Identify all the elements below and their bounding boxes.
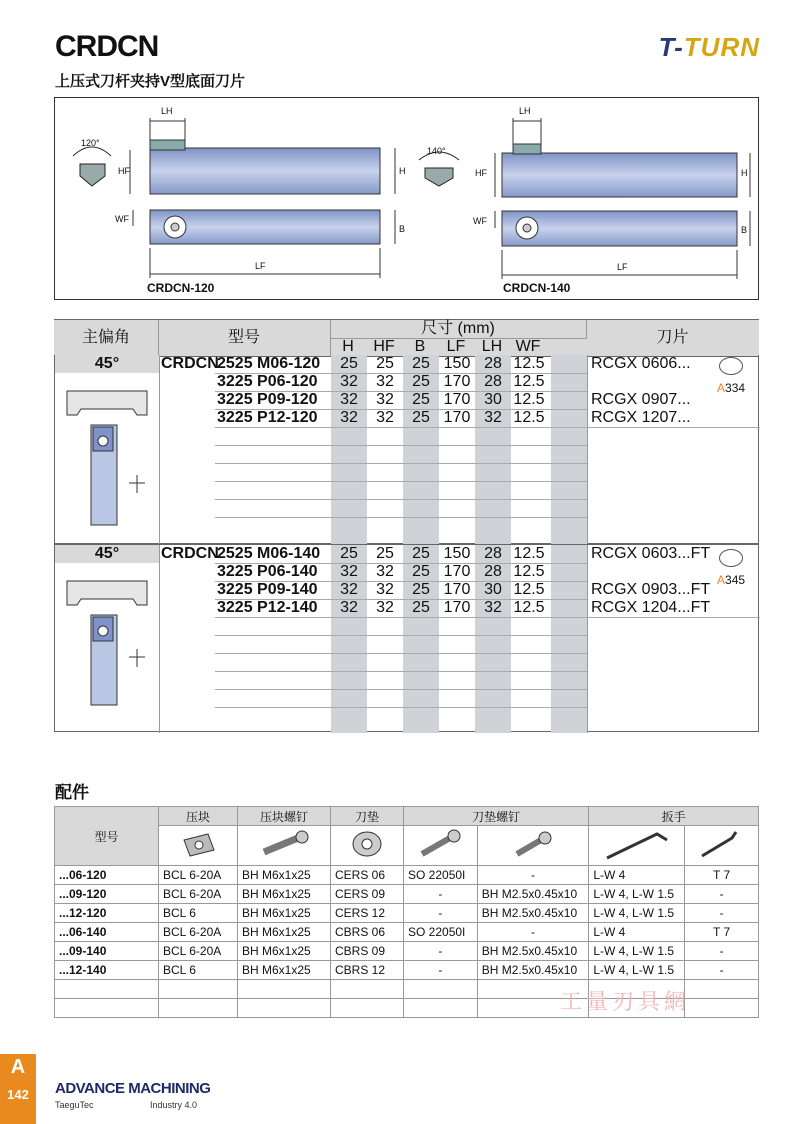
col-header-insert: 刀片 <box>656 329 689 346</box>
acc-clamp-screw: BH M6x1x25 <box>238 885 331 904</box>
col-header-model: 型号 <box>158 320 331 356</box>
dim-wf-120: WF <box>115 214 129 224</box>
acc-wrench-a: L-W 4, L-W 1.5 <box>589 904 685 923</box>
dim-wf: 12.5 <box>513 563 545 580</box>
dim-lf: 170 <box>443 373 471 390</box>
insert-cell: RCGX 0606... <box>591 355 691 372</box>
insert-cell: RCGX 0903...FT <box>591 581 711 598</box>
model-prefix-140: CRDCN <box>161 545 219 562</box>
angle-120-label: 120° <box>81 138 100 148</box>
torx-wrench-image-icon <box>685 826 759 866</box>
insert-reference-icon <box>719 357 743 375</box>
dim-wf: 12.5 <box>513 355 545 372</box>
acc-shim: CERS 09 <box>331 885 404 904</box>
dim-lf: 150 <box>443 545 471 562</box>
dim-b-120: B <box>399 224 406 234</box>
toolholder-120-illustration <box>63 383 153 533</box>
model-cell: 2525 M06-120 <box>217 355 321 372</box>
watermark-text: 工量刃具網 <box>560 989 691 1014</box>
acc-clamp: BCL 6 <box>159 904 238 923</box>
shim-image-icon <box>331 826 404 866</box>
acc-shim-screw-a: - <box>404 961 478 980</box>
angle-140-label: 140° <box>427 146 446 156</box>
dim-lh: 30 <box>484 581 502 598</box>
toolholder-140-illustration <box>63 573 153 723</box>
caption-crdcn-120: CRDCN-120 <box>147 281 215 295</box>
dim-lf: 170 <box>443 581 471 598</box>
dim-lf: 170 <box>443 563 471 580</box>
acc-wrench-b: - <box>685 961 759 980</box>
acc-wrench-a: L-W 4, L-W 1.5 <box>589 961 685 980</box>
acc-clamp: BCL 6 <box>159 961 238 980</box>
dim-hf: 32 <box>376 373 394 390</box>
acc-shim-screw-a: SO 22050I <box>404 923 478 942</box>
acc-clamp: BCL 6-20A <box>159 885 238 904</box>
dim-hf: 32 <box>376 391 394 408</box>
acc-wrench-b: - <box>685 904 759 923</box>
angle-cell-140: 45° <box>55 545 159 563</box>
acc-clamp-screw: BH M6x1x25 <box>238 866 331 885</box>
acc-shim: CERS 12 <box>331 904 404 923</box>
dim-header-hf: HF <box>373 338 395 355</box>
dim-b: 25 <box>412 545 430 562</box>
acc-clamp-screw: BH M6x1x25 <box>238 942 331 961</box>
dim-h: 32 <box>340 599 358 616</box>
dim-wf: 12.5 <box>513 409 545 426</box>
model-cell: 3225 P06-120 <box>217 373 318 390</box>
dim-lf-140: LF <box>617 262 628 272</box>
table-row <box>55 904 759 923</box>
acc-code: ...09-120 <box>55 885 159 904</box>
table-row <box>55 866 759 885</box>
acc-clamp: BCL 6-20A <box>159 923 238 942</box>
dim-lf-120: LF <box>255 261 266 271</box>
section-140 <box>54 544 759 732</box>
dim-hf: 32 <box>376 599 394 616</box>
clamp-image-icon <box>159 826 238 866</box>
section-120 <box>54 355 759 544</box>
hex-wrench-image-icon <box>589 826 685 866</box>
clamp-screw-image-icon <box>238 826 331 866</box>
acc-code: ...06-120 <box>55 866 159 885</box>
acc-shim-screw-b: BH M2.5x0.45x10 <box>477 904 589 923</box>
caption-crdcn-140: CRDCN-140 <box>503 281 571 295</box>
holder-140-side-view <box>502 153 737 197</box>
dim-b: 25 <box>412 355 430 372</box>
dim-h-140: H <box>741 168 748 178</box>
page-reference-link[interactable]: A334 <box>717 381 746 395</box>
dim-h: 32 <box>340 373 358 390</box>
dim-hf-140: HF <box>475 168 487 178</box>
table-row <box>55 885 759 904</box>
dim-lh: 28 <box>484 563 502 580</box>
dim-h: 32 <box>340 581 358 598</box>
acc-code: ...12-140 <box>55 961 159 980</box>
page-reference-link[interactable]: A345 <box>717 573 746 587</box>
insert-cell: RCGX 1204...FT <box>591 599 711 616</box>
model-cell: 2525 M06-140 <box>217 545 321 562</box>
insert-120-symbol <box>80 164 105 186</box>
dim-wf-140: WF <box>473 216 487 226</box>
acc-code: ...09-140 <box>55 942 159 961</box>
shim-screw-b-image-icon <box>477 826 589 866</box>
acc-wrench-b: - <box>685 942 759 961</box>
angle-cell-120: 45° <box>55 355 159 373</box>
acc-shim: CBRS 06 <box>331 923 404 942</box>
dim-col-headers <box>330 338 586 356</box>
acc-shim: CERS 06 <box>331 866 404 885</box>
table-row <box>55 923 759 942</box>
acc-shim-screw-b: - <box>477 923 589 942</box>
acc-code: ...12-120 <box>55 904 159 923</box>
shim-screw-a-image-icon <box>404 826 478 866</box>
dim-b: 25 <box>412 391 430 408</box>
acc-code: ...06-140 <box>55 923 159 942</box>
dim-lh: 28 <box>484 373 502 390</box>
acc-shim: CBRS 09 <box>331 942 404 961</box>
dim-lh: 28 <box>484 545 502 562</box>
acc-shim-screw-b: BH M2.5x0.45x10 <box>477 961 589 980</box>
dim-b: 25 <box>412 373 430 390</box>
footer-logo: ADVANCE MACHINING <box>55 1080 211 1097</box>
tool-drawing <box>55 98 758 299</box>
acc-header-shim: 刀垫 <box>331 807 404 826</box>
main-table-header <box>54 319 759 357</box>
acc-wrench-a: L-W 4 <box>589 923 685 942</box>
acc-shim-screw-a: - <box>404 942 478 961</box>
table-row <box>55 942 759 961</box>
acc-shim: CBRS 12 <box>331 961 404 980</box>
dim-hf: 25 <box>376 545 394 562</box>
dim-lf: 150 <box>443 355 471 372</box>
table-row <box>55 961 759 980</box>
dim-h: 32 <box>340 409 358 426</box>
dim-lh-120: LH <box>161 106 173 116</box>
acc-clamp-screw: BH M6x1x25 <box>238 961 331 980</box>
acc-clamp: BCL 6-20A <box>159 866 238 885</box>
dim-hf-120: HF <box>118 166 130 176</box>
page-tab <box>0 1054 36 1124</box>
col-header-dims: 尺寸 (mm) <box>330 320 587 339</box>
acc-header-wrench: 扳手 <box>589 807 759 826</box>
dim-b: 25 <box>412 581 430 598</box>
dim-h: 32 <box>340 391 358 408</box>
model-cell: 3225 P12-120 <box>217 409 318 426</box>
dim-lh: 32 <box>484 409 502 426</box>
tool-diagram <box>54 97 759 300</box>
dim-lf: 170 <box>443 599 471 616</box>
acc-shim-screw-b: BH M2.5x0.45x10 <box>477 942 589 961</box>
dim-h: 32 <box>340 563 358 580</box>
acc-shim-screw-a: - <box>404 904 478 923</box>
acc-header-clamp-screw: 压块螺钉 <box>238 807 331 826</box>
acc-clamp: BCL 6-20A <box>159 942 238 961</box>
acc-wrench-a: L-W 4, L-W 1.5 <box>589 942 685 961</box>
dim-b: 25 <box>412 563 430 580</box>
dim-wf: 12.5 <box>513 373 545 390</box>
model-cell: 3225 P09-120 <box>217 391 318 408</box>
dim-header-lh: LH <box>481 338 503 355</box>
dim-b: 25 <box>412 599 430 616</box>
footer-sub-left: TaeguTec <box>55 1100 94 1110</box>
acc-wrench-b: T 7 <box>685 923 759 942</box>
model-cell: 3225 P09-140 <box>217 581 318 598</box>
dim-hf: 32 <box>376 563 394 580</box>
page-number: 142 <box>7 1087 29 1102</box>
acc-shim-screw-b: BH M2.5x0.45x10 <box>477 885 589 904</box>
dim-header-lf: LF <box>446 338 466 355</box>
page-subtitle: 上压式刀杆夹持V型底面刀片 <box>55 73 246 90</box>
brand-logo-part2: TURN <box>683 32 760 62</box>
brand-logo <box>659 32 760 63</box>
acc-header-clamp: 压块 <box>159 807 238 826</box>
acc-shim-screw-a: - <box>404 885 478 904</box>
model-prefix-120: CRDCN <box>161 355 219 372</box>
dim-hf: 25 <box>376 355 394 372</box>
dim-lh: 32 <box>484 599 502 616</box>
dim-lf: 170 <box>443 409 471 426</box>
brand-logo-part1: T- <box>658 32 684 62</box>
dim-lh-140: LH <box>519 106 531 116</box>
insert-cell: RCGX 0603...FT <box>591 545 711 562</box>
page-title: CRDCN <box>55 30 159 63</box>
insert-140-symbol <box>425 168 453 186</box>
acc-clamp-screw: BH M6x1x25 <box>238 923 331 942</box>
acc-header-model: 型号 <box>55 807 159 866</box>
dim-header-h: H <box>342 338 354 355</box>
acc-wrench-b: T 7 <box>685 866 759 885</box>
acc-shim-screw-a: SO 22050I <box>404 866 478 885</box>
dim-hf: 32 <box>376 409 394 426</box>
dim-wf: 12.5 <box>513 581 545 598</box>
dim-h-120: H <box>399 166 406 176</box>
dim-header-b: B <box>414 338 426 355</box>
holder-120-side-view <box>150 148 380 194</box>
dim-b: 25 <box>412 409 430 426</box>
acc-wrench-b: - <box>685 885 759 904</box>
model-cell: 3225 P06-140 <box>217 563 318 580</box>
dim-lh: 30 <box>484 391 502 408</box>
model-cell: 3225 P12-140 <box>217 599 318 616</box>
page-tab-letter: A <box>10 1056 26 1078</box>
dim-wf: 12.5 <box>513 545 545 562</box>
acc-wrench-a: L-W 4, L-W 1.5 <box>589 885 685 904</box>
accessories-title: 配件 <box>55 783 89 802</box>
footer-sub-right: Industry 4.0 <box>150 1100 198 1110</box>
acc-wrench-a: L-W 4 <box>589 866 685 885</box>
dim-hf: 32 <box>376 581 394 598</box>
insert-reference-icon <box>719 549 743 567</box>
table-row <box>217 563 687 581</box>
dim-h: 25 <box>340 355 358 372</box>
acc-header-shim-screw: 刀垫螺钉 <box>404 807 589 826</box>
col-header-angle: 主偏角 <box>54 320 159 356</box>
dim-h: 25 <box>340 545 358 562</box>
dim-b-140: B <box>741 225 748 235</box>
dim-wf: 12.5 <box>513 391 545 408</box>
dim-wf: 12.5 <box>513 599 545 616</box>
acc-shim-screw-b: - <box>477 866 589 885</box>
insert-cell: RCGX 0907... <box>591 391 691 408</box>
insert-cell: RCGX 1207... <box>591 409 691 426</box>
dim-lf: 170 <box>443 391 471 408</box>
dim-header-wf: WF <box>515 338 541 355</box>
table-row <box>217 373 687 391</box>
dim-lh: 28 <box>484 355 502 372</box>
acc-clamp-screw: BH M6x1x25 <box>238 904 331 923</box>
